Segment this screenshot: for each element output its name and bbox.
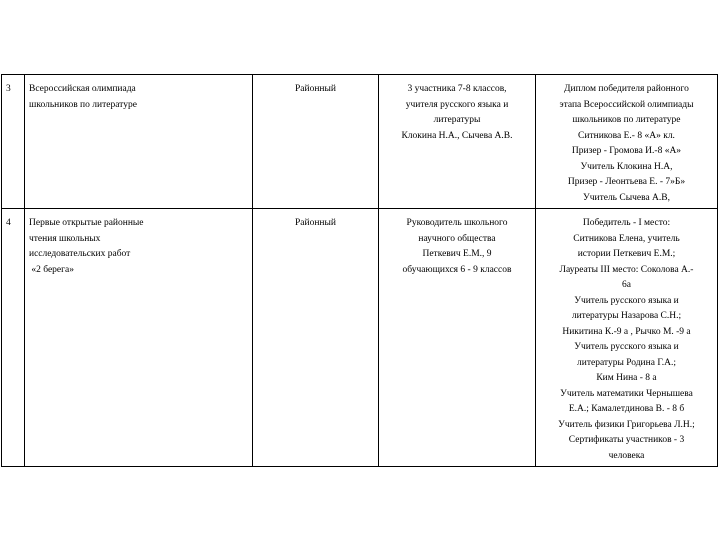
event-level-cell: Районный <box>253 75 379 209</box>
row-number: 3 <box>2 75 25 209</box>
result-cell: Победитель - I место: Ситникова Елена, учитель истории Петкевич Е.М.; Лауреаты III место: Соколова А.- 6а Учитель русского языка и литературы Назарова С.Н.; Никитина К.-9 а , Рычко М. -9 а Учитель русского языка и литературы Родина Г.А.; Ким Нина - 8 а Учитель математики Чернышева Е.А.; Камалетдинова В. - 8 б Учитель физики Григорьева Л.Н.; Сертификаты участников - 3 человека <box>536 209 718 467</box>
participants-cell: Руководитель школьного научного общества Петкевич Е.М., 9 обучающихся 6 - 9 классов <box>379 209 536 467</box>
table-row <box>2 75 718 209</box>
event-name-cell: Первые открытые районные чтения школьных исследовательских работ «2 берега» <box>25 209 253 467</box>
event-name-cell: Всероссийская олимпиада школьников по литературе <box>25 75 253 209</box>
participants-cell: 3 участника 7-8 классов, учителя русского языка и литературы Клокина Н.А., Сычева А.В. <box>379 75 536 209</box>
results-table <box>1 74 718 467</box>
row-number: 4 <box>2 209 25 467</box>
event-level-cell: Районный <box>253 209 379 467</box>
result-cell: Диплом победителя районного этапа Всероссийской олимпиады школьников по литературе Ситникова Е.- 8 «А» кл. Призер - Громова И.-8 «А» Учитель Клокина Н.А, Призер - Леонтьева Е. - 7»Б» Учитель Сычева А.В, <box>536 75 718 209</box>
table-row <box>2 209 718 467</box>
